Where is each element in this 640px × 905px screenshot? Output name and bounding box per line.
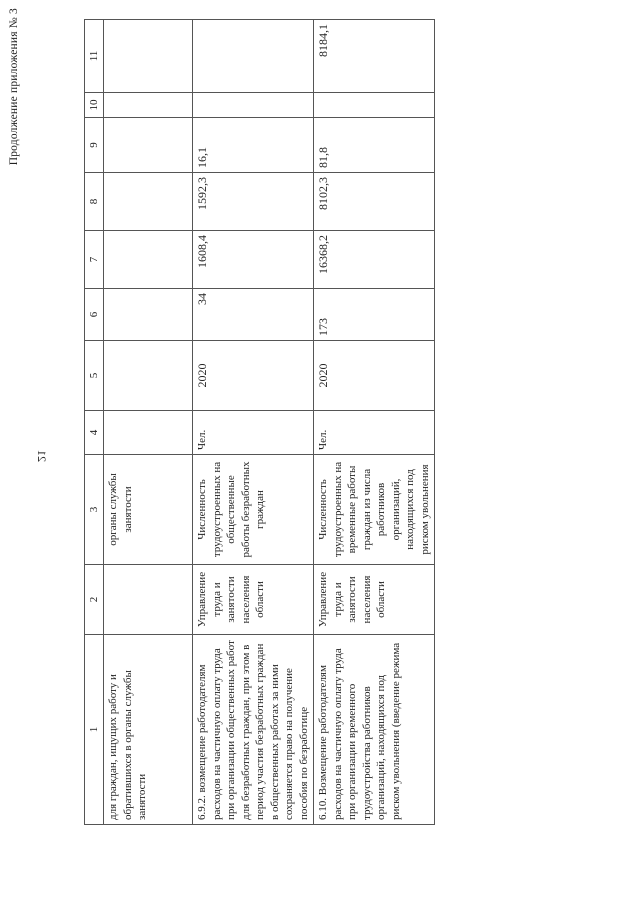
cell-value-10 — [314, 93, 435, 118]
column-header-1: 1 — [85, 635, 104, 825]
cell-year: 2020 — [193, 341, 314, 411]
cell-value-10 — [104, 93, 193, 118]
cell-value-9: 81,8 — [314, 118, 435, 173]
cell-count: 34 — [193, 289, 314, 341]
column-header-11: 11 — [85, 20, 104, 93]
page-number: 21 — [35, 450, 49, 462]
column-header-8: 8 — [85, 173, 104, 231]
column-header-4: 4 — [85, 411, 104, 455]
cell-unit: Чел. — [193, 411, 314, 455]
cell-value-8: 8102,3 — [314, 173, 435, 231]
cell-value-11: 8184,1 — [314, 20, 435, 93]
cell-responsible: Управление труда и занятости населения области — [314, 565, 435, 635]
cell-count: 173 — [314, 289, 435, 341]
cell-value-9 — [104, 118, 193, 173]
table-header-row — [85, 20, 104, 825]
cell-responsible: Управление труда и занятости населения области — [193, 565, 314, 635]
cell-unit: Чел. — [314, 411, 435, 455]
cell-value-11 — [193, 20, 314, 93]
table-row — [104, 20, 193, 825]
cell-description: 6.10. Возмещение работодателям расходов на частичную оплату труда при организации временного трудоустройства работников организаций, находящихся под риском увольнения (введение режима — [314, 635, 435, 825]
cell-indicator: органы службы занятости — [104, 455, 193, 565]
cell-value-7 — [104, 231, 193, 289]
cell-indicator: Численность трудоустроенных на общественные работы безработных граждан — [193, 455, 314, 565]
column-header-5: 5 — [85, 341, 104, 411]
cell-description: для граждан, ищущих работу и обратившихся в органы службы занятости — [104, 635, 193, 825]
budget-table — [84, 19, 435, 825]
cell-value-9: 16,1 — [193, 118, 314, 173]
appendix-caption: Продолжение приложения № 3 — [8, 8, 20, 166]
cell-value-8 — [104, 173, 193, 231]
table-row — [314, 20, 435, 825]
cell-value-7: 1608,4 — [193, 231, 314, 289]
cell-year: 2020 — [314, 341, 435, 411]
column-header-7: 7 — [85, 231, 104, 289]
column-header-10: 10 — [85, 93, 104, 118]
cell-unit — [104, 411, 193, 455]
cell-value-11 — [104, 20, 193, 93]
cell-indicator: Численность трудоустроенных на временные работы граждан из числа работников организаций, находящихся под риском увольнения — [314, 455, 435, 565]
cell-value-7: 16368,2 — [314, 231, 435, 289]
cell-responsible — [104, 565, 193, 635]
column-header-9: 9 — [85, 118, 104, 173]
column-header-2: 2 — [85, 565, 104, 635]
column-header-3: 3 — [85, 455, 104, 565]
cell-value-10 — [193, 93, 314, 118]
cell-year — [104, 341, 193, 411]
table-row — [193, 20, 314, 825]
column-header-6: 6 — [85, 289, 104, 341]
cell-count — [104, 289, 193, 341]
cell-description: 6.9.2. возмещение работодателям расходов на частичную оплату труда при организации общественных работ для безработных граждан, при этом в период участия безработных граждан в общественных работах за ними сохраняется право на получение пособия по безработице — [193, 635, 314, 825]
cell-value-8: 1592,3 — [193, 173, 314, 231]
